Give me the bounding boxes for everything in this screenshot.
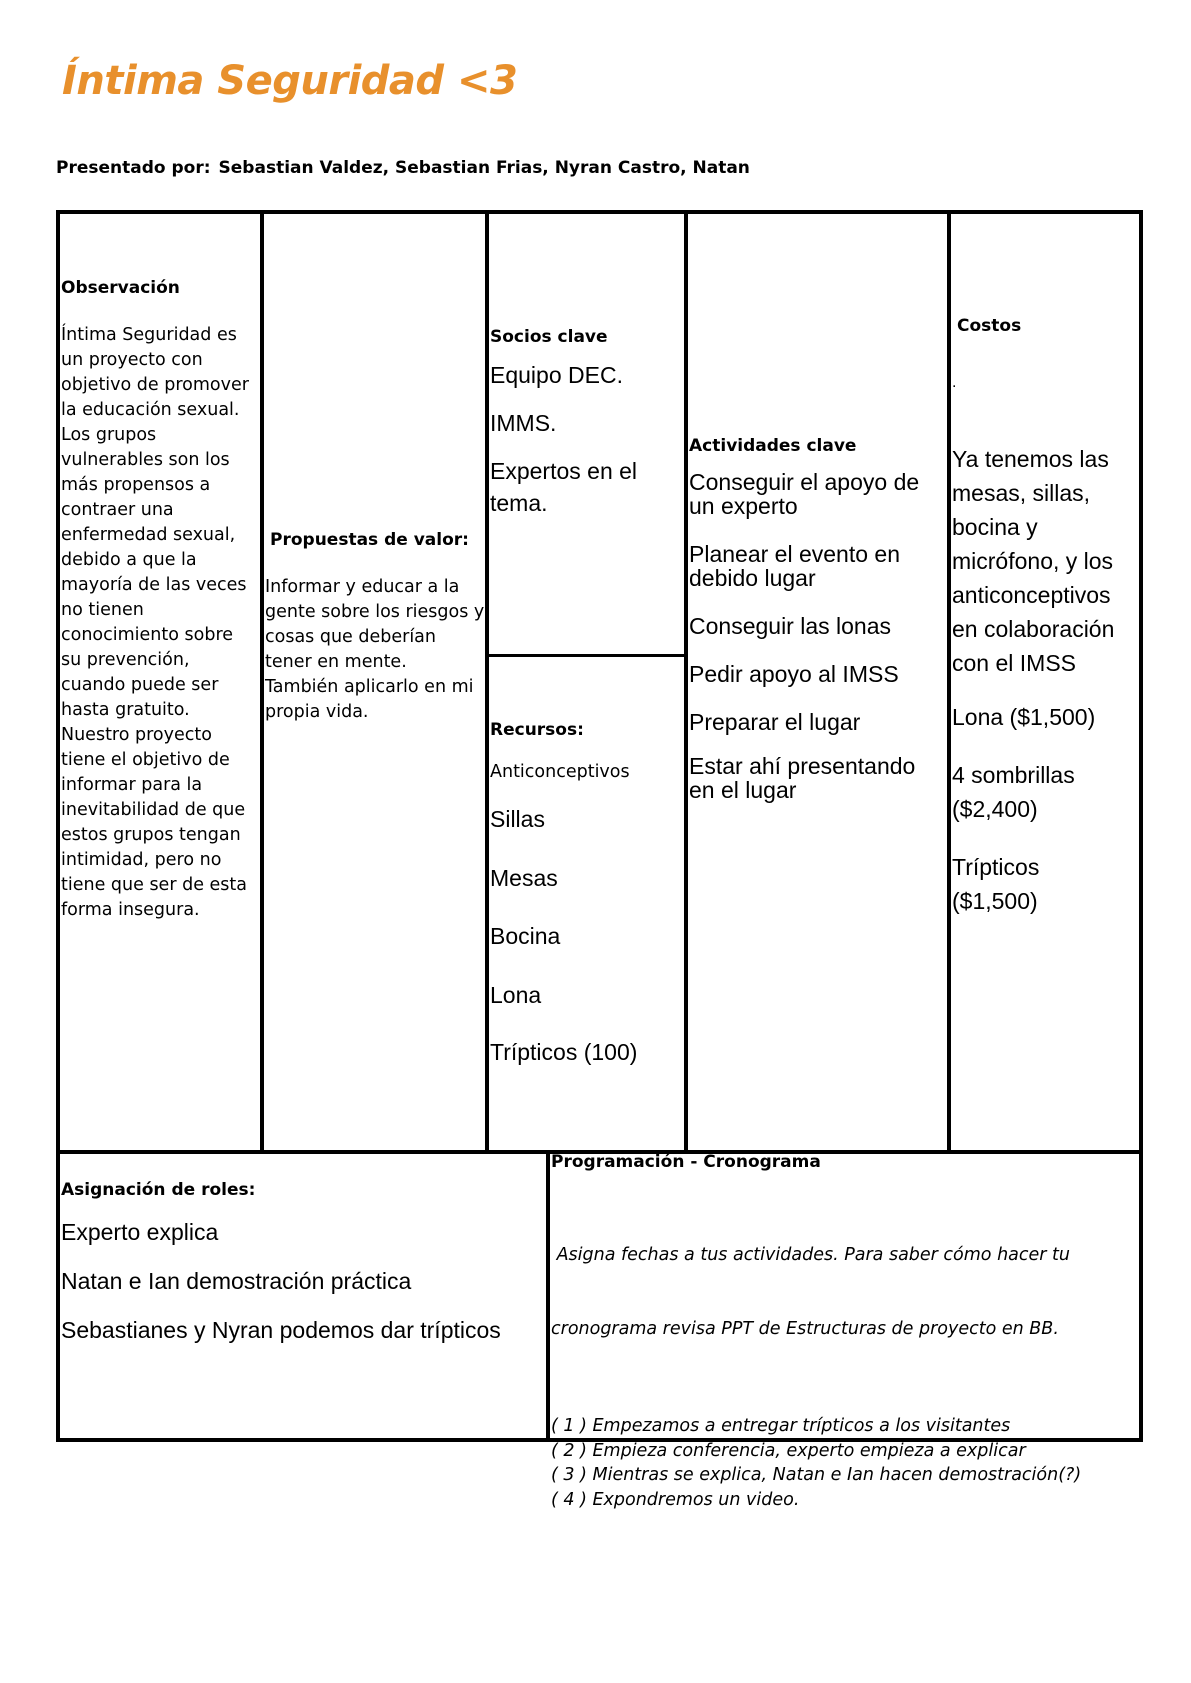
cronograma-instruction-line: cronograma revisa PPT de Estructuras de proyecto en BB. (551, 1318, 1059, 1339)
socios-item: IMMS. (490, 410, 557, 436)
propuestas-cell (265, 530, 487, 725)
observacion-line: más propensos a (61, 475, 211, 495)
socios-item: Equipo DEC. (490, 362, 623, 388)
recursos-cell (490, 720, 685, 1066)
cronograma-step: ( 1 ) Empezamos a entregar trípticos a los visitantes (551, 1416, 1011, 1436)
observacion-line: Los grupos (61, 425, 157, 445)
propuestas-line: tener en mente. (265, 652, 407, 672)
cronograma-steps (551, 1414, 1136, 1512)
costos-item (952, 850, 1138, 918)
grid-socios-recursos-rule (487, 654, 686, 657)
actividades-line: un experto (689, 493, 798, 519)
cronograma-step: ( 4 ) Expondremos un video. (551, 1489, 800, 1510)
propuestas-line: cosas que deberían (265, 627, 437, 647)
costos-line: con el IMSS (952, 650, 1076, 676)
observacion-line: conocimiento sobre (61, 625, 234, 645)
actividades-item (689, 754, 951, 802)
socios-heading: Socios clave (490, 327, 608, 347)
observacion-line: Íntima Seguridad es (61, 325, 237, 345)
grid-bottom-divider (546, 1152, 550, 1440)
observacion-line: forma insegura. (61, 900, 200, 920)
actividades-item: Conseguir las lonas (689, 613, 892, 639)
roles-heading: Asignación de roles: (61, 1180, 256, 1200)
observacion-line: vulnerables son los (61, 450, 230, 470)
observacion-line: tiene el objetivo de (61, 750, 230, 770)
socios-item: Expertos en el (490, 458, 638, 484)
actividades-line: en el lugar (689, 777, 797, 803)
propuestas-line: Informar y educar a la (265, 577, 460, 597)
presenters-names: Sebastian Valdez, Sebastian Frias, Nyran Castro, Natan (218, 158, 750, 178)
costos-heading: Costos (957, 316, 1022, 336)
recursos-heading: Recursos: (490, 720, 584, 740)
observacion-line: inevitabilidad de que (61, 800, 246, 820)
actividades-cell (689, 436, 951, 802)
observacion-line: cuando puede ser (61, 675, 219, 695)
cronograma-cell (551, 1152, 1136, 1512)
observacion-line: informar para la (61, 775, 203, 795)
roles-cell (61, 1180, 546, 1344)
observacion-line: estos grupos tengan (61, 825, 241, 845)
costos-line: mesas, sillas, (952, 480, 1091, 506)
cronograma-instruction-line: Asigna fechas a tus actividades. Para saber cómo hacer tu (551, 1245, 1070, 1265)
actividades-item: Pedir apoyo al IMSS (689, 661, 899, 687)
actividades-heading: Actividades clave (689, 436, 857, 456)
actividades-line: debido lugar (689, 565, 816, 591)
observacion-line: Nuestro proyecto (61, 725, 212, 745)
actividades-item (689, 470, 951, 518)
presenters-label: Presentado por: (56, 158, 211, 178)
observacion-line: un proyecto con (61, 350, 203, 370)
observacion-line: la educación sexual. (61, 400, 240, 420)
actividades-line: Planear el evento en (689, 541, 900, 567)
costos-line: bocina y (952, 514, 1038, 540)
recursos-item: Bocina (490, 923, 561, 949)
roles-item: Natan e Ian demostración práctica (61, 1268, 412, 1294)
recursos-item: Trípticos (100) (490, 1039, 638, 1065)
observacion-line: contraer una (61, 500, 174, 520)
actividades-line: Conseguir el apoyo de (689, 469, 920, 495)
costos-line: en colaboración (952, 616, 1115, 642)
grid-right-border (1139, 210, 1143, 1442)
costos-line: micrófono, y los (952, 548, 1114, 574)
socios-cell (490, 327, 685, 517)
costos-line: anticonceptivos (952, 582, 1111, 608)
observacion-line: su prevención, (61, 650, 190, 670)
actividades-item (689, 542, 951, 590)
costos-line: Ya tenemos las (952, 446, 1109, 472)
observacion-line: mayoría de las veces (61, 575, 247, 595)
observacion-line: enfermedad sexual, (61, 525, 236, 545)
cronograma-step: ( 2 ) Empieza conferencia, experto empieza a explicar (551, 1440, 1026, 1461)
roles-item: Sebastianes y Nyran podemos dar trípticos (61, 1317, 501, 1343)
propuestas-line: propia vida. (265, 702, 369, 722)
grid-top-border (56, 210, 1143, 214)
document-title: Íntima Seguridad <3 (62, 58, 518, 104)
propuestas-heading: Propuestas de valor: (270, 530, 469, 550)
observacion-cell (61, 278, 261, 923)
roles-item: Experto explica (61, 1219, 219, 1245)
observacion-body (61, 323, 261, 923)
recursos-first: Anticonceptivos (490, 762, 630, 782)
observacion-line: hasta gratuito. (61, 700, 190, 720)
cronograma-step: ( 3 ) Mientras se explica, Natan e Ian hacen demostración(?) (551, 1465, 1082, 1485)
observacion-heading: Observación (61, 278, 180, 298)
observacion-line: intimidad, pero no (61, 850, 222, 870)
actividades-line: Estar ahí presentando (689, 753, 916, 779)
costos-cell (952, 316, 1138, 918)
costos-line: Trípticos (952, 854, 1040, 880)
costos-item (952, 758, 1138, 826)
costos-line: ($2,400) (952, 796, 1038, 822)
costos-intro (952, 442, 1138, 680)
propuestas-body (265, 575, 487, 725)
recursos-item: Mesas (490, 865, 558, 891)
costos-line: ($1,500) (952, 888, 1038, 914)
recursos-item: Lona (490, 982, 542, 1008)
observacion-line: objetivo de promover (61, 375, 249, 395)
costos-item: Lona ($1,500) (952, 704, 1096, 730)
recursos-item: Sillas (490, 806, 545, 832)
observacion-line: debido a que la (61, 550, 197, 570)
actividades-item: Preparar el lugar (689, 709, 861, 735)
cronograma-instructions (551, 1194, 1136, 1390)
propuestas-line: gente sobre los riesgos y (265, 602, 485, 622)
presenters-line (56, 158, 758, 178)
costos-dot: . (952, 374, 957, 391)
grid-left-border (56, 210, 60, 1442)
cronograma-heading: Programación - Cronograma (551, 1152, 821, 1172)
socios-item: tema. (490, 490, 548, 516)
costos-line: 4 sombrillas (952, 762, 1075, 788)
observacion-line: tiene que ser de esta (61, 875, 247, 895)
propuestas-line: También aplicarlo en mi (265, 677, 474, 697)
observacion-line: no tienen (61, 600, 144, 620)
